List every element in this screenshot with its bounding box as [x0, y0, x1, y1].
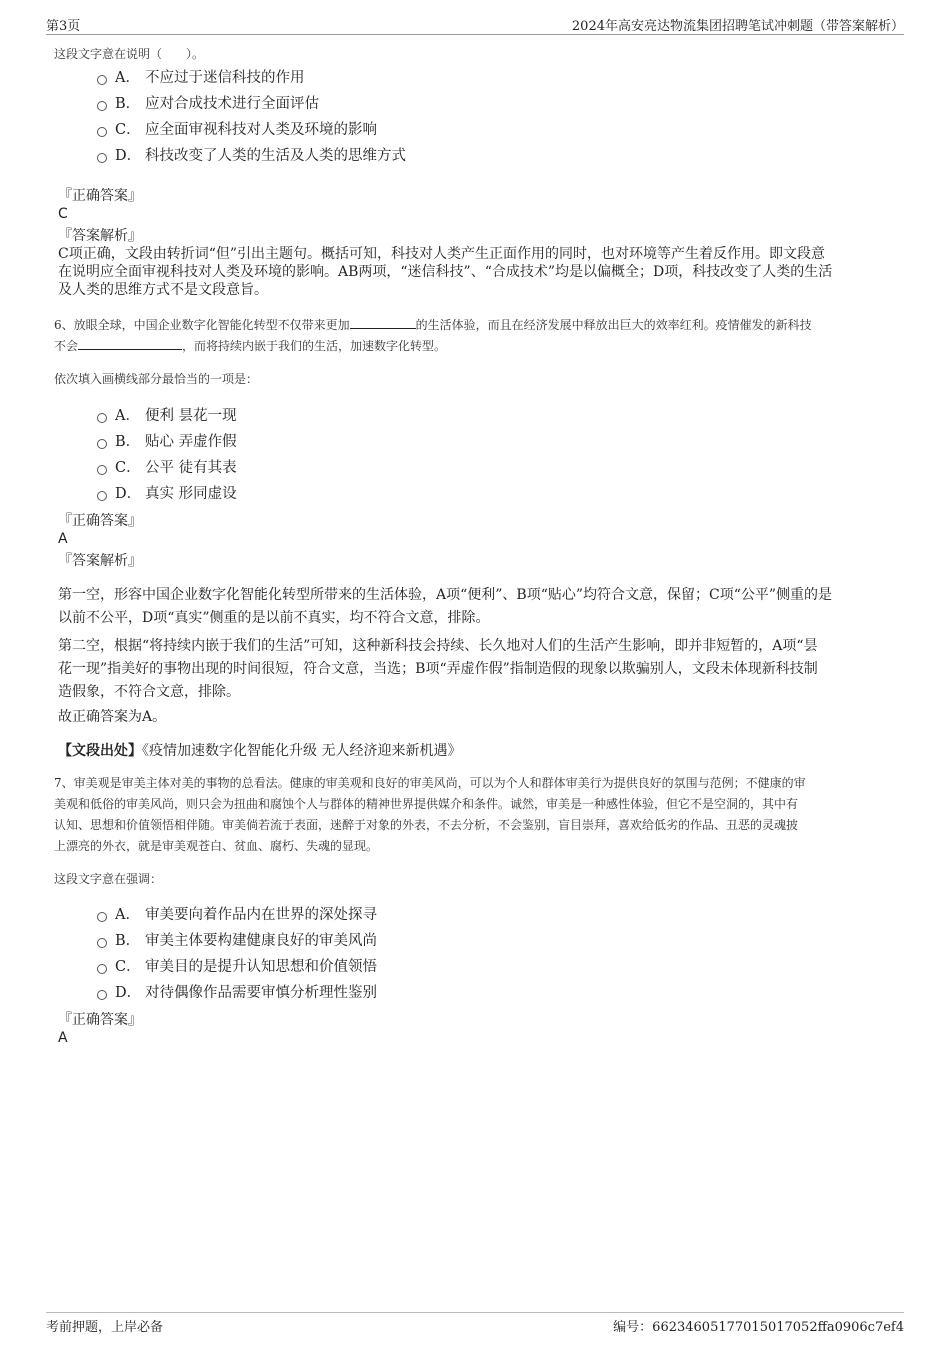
page-header: [46, 14, 904, 35]
q5-analysis: C项正确，文段由转折词“但”引出主题句。概括可知，科技对人类产生正面作用的同时，也对环境等产生着反作用。即文段意 在说明应全面审视科技对人类及环境的影响。AB两项，“迷信科技”、“合成技术”均是以偏概全；D项，科技改变了人类的生活 及人类的思维方式不是文段意旨。: [58, 246, 833, 298]
radio-icon[interactable]: [97, 912, 107, 922]
q6-option-d[interactable]: D． 真实 形同虚设: [97, 482, 237, 502]
q6-conclusion: 故正确答案为A。: [58, 709, 167, 725]
q7-option-c[interactable]: C． 审美目的是提升认知思想和价值领悟: [97, 955, 377, 975]
radio-icon[interactable]: [97, 938, 107, 948]
radio-icon[interactable]: [97, 491, 107, 501]
q5-option-c[interactable]: C． 应全面审视科技对人类及环境的影响: [97, 118, 377, 138]
q5-stem: 这段文字意在说明（ ）。: [54, 47, 205, 61]
radio-icon[interactable]: [97, 127, 107, 137]
q5-answer: C: [58, 206, 68, 222]
q6-source: 【文段出处】《疫情加速数字化智能化升级 无人经济迎来新机遇》: [58, 743, 462, 759]
page-number: 第3页: [46, 19, 81, 34]
radio-icon[interactable]: [97, 439, 107, 449]
q5-answer-label: 『正确答案』: [58, 188, 142, 204]
blank-1: [350, 316, 416, 329]
q7-answer-label: 『正确答案』: [58, 1012, 142, 1028]
radio-icon[interactable]: [97, 413, 107, 423]
q6-analysis-para2: 第二空，根据“将持续内嵌于我们的生活”可知，这种新科技会持续、长久地对人们的生活产生影响，即并非短暂的，A项“昙 花一现”指美好的事物出现的时间很短，符合文意，当选；B项“弄虚作假”指制造假的现象以欺骗别人，文段未体现新科技制 造假象，不符合文意，排除。: [58, 638, 818, 700]
q5-option-a[interactable]: A． 不应过于迷信科技的作用: [97, 66, 305, 86]
q6-analysis-para1: 第一空，形容中国企业数字化智能化转型所带来的生活体验，A项“便利”、B项“贴心”均符合文意，保留；C项“公平”侧重的是 以前不公平，D项“真实”侧重的是以前不真实，均不符合文意，排除。: [58, 587, 833, 626]
q5-option-b[interactable]: B． 应对合成技术进行全面评估: [97, 92, 319, 112]
footer-slogan: 考前押题，上岸必备: [46, 1320, 164, 1335]
radio-icon[interactable]: [97, 153, 107, 163]
q7-option-a[interactable]: A． 审美要向着作品内在世界的深处探寻: [97, 903, 377, 923]
document-title: 2024年高安亮达物流集团招聘笔试冲刺题（带答案解析）: [571, 19, 904, 34]
q6-answer-label: 『正确答案』: [58, 513, 142, 529]
q7-option-d[interactable]: D． 对待偶像作品需要审慎分析理性鉴别: [97, 981, 377, 1001]
q6-prompt: 依次填入画横线部分最恰当的一项是：: [54, 372, 259, 386]
q6-stem: 6、放眼全球，中国企业数字化智能化转型不仅带来更加 的生活体验，而且在经济发展中释放出巨大的效率红利。疫情催发的新科技 不会 ，而将持续内嵌于我们的生活，加速数字化转型。: [54, 318, 812, 353]
radio-icon[interactable]: [97, 465, 107, 475]
page-footer: [46, 1312, 904, 1337]
radio-icon[interactable]: [97, 75, 107, 85]
document-id: 编号：66234605177015017052ffa0906c7ef4: [613, 1320, 904, 1335]
radio-icon[interactable]: [97, 990, 107, 1000]
q7-option-b[interactable]: B． 审美主体要构建健康良好的审美风尚: [97, 929, 377, 949]
q7-answer: A: [58, 1030, 68, 1046]
q6-analysis-label: 『答案解析』: [58, 553, 142, 569]
q6-option-c[interactable]: C． 公平 徒有其表: [97, 456, 237, 476]
blank-2: [78, 337, 182, 350]
radio-icon[interactable]: [97, 101, 107, 111]
q5-option-d[interactable]: D． 科技改变了人类的生活及人类的思维方式: [97, 144, 406, 164]
q7-stem: 7、审美观是审美主体对美的事物的总看法。健康的审美观和良好的审美风尚，可以为个人和群体审美行为提供良好的氛围与范例；不健康的审 美观和低俗的审美风尚，则只会为扭曲和腐蚀个人与群体的精神世界提供媒介和条件。诚然，审美是一种感性体验，但它不是空洞的，其中有 认知、思想和价值领悟相伴随。审美倘若流于表面，迷醉于对象的外表，不去分析，不会鉴别，盲目崇拜，喜欢给低劣的作品、丑恶的灵魂披 上漂亮的外衣，就是审美观苍白、贫血、腐朽、失魂的显现。: [54, 776, 806, 853]
radio-icon[interactable]: [97, 964, 107, 974]
q6-answer: A: [58, 531, 68, 547]
q6-option-a[interactable]: A． 便利 昙花一现: [97, 404, 237, 424]
q7-prompt: 这段文字意在强调：: [54, 872, 163, 886]
q6-option-b[interactable]: B． 贴心 弄虚作假: [97, 430, 237, 450]
q5-analysis-label: 『答案解析』: [58, 228, 142, 244]
